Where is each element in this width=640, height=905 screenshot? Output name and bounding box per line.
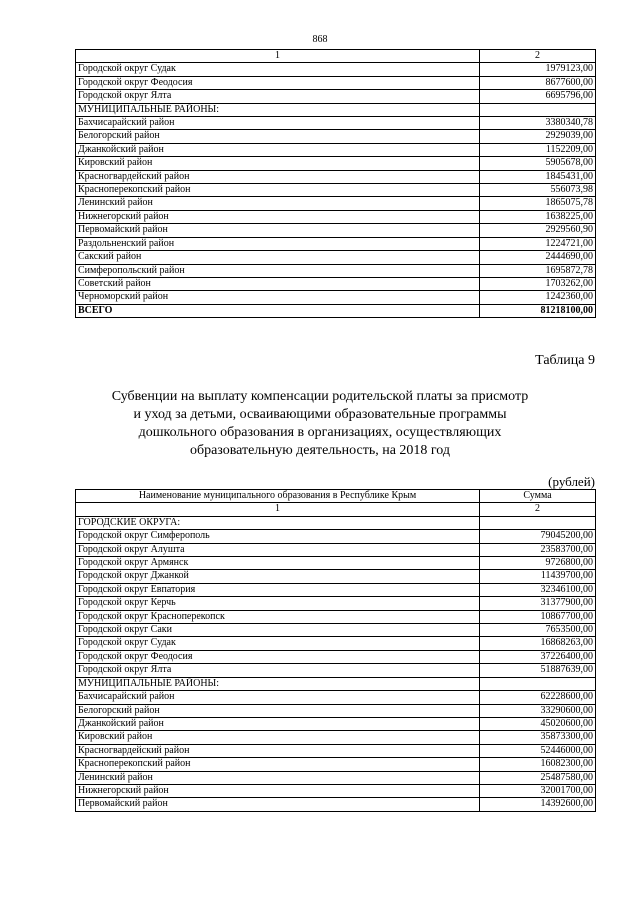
- row-value: 1703262,00: [480, 277, 596, 290]
- table-row: [76, 610, 596, 623]
- table-row: [76, 90, 596, 103]
- row-name: Первомайский район: [76, 224, 480, 237]
- column-number: 2: [480, 50, 596, 63]
- row-name: Советский район: [76, 277, 480, 290]
- row-name: Городской округ Алушта: [76, 543, 480, 556]
- heading-line: и уход за детьми, осваивающими образовательные программы: [133, 407, 507, 422]
- table-row: [76, 583, 596, 596]
- table-row: [76, 717, 596, 730]
- row-name: Симферопольский район: [76, 264, 480, 277]
- row-name: Городской округ Керчь: [76, 597, 480, 610]
- row-value: 45020600,00: [480, 717, 596, 730]
- row-value: 32001700,00: [480, 784, 596, 797]
- column-number-row: [76, 50, 596, 63]
- row-value: 2444690,00: [480, 251, 596, 264]
- row-name: Белогорский район: [76, 704, 480, 717]
- row-value: 31377900,00: [480, 597, 596, 610]
- row-value: 62228600,00: [480, 691, 596, 704]
- table-row: [76, 758, 596, 771]
- row-name: Сакский район: [76, 251, 480, 264]
- table-row: [76, 543, 596, 556]
- table-row: [76, 237, 596, 250]
- row-name: Городской округ Ялта: [76, 664, 480, 677]
- table-row: [76, 624, 596, 637]
- table-row: [76, 251, 596, 264]
- table-heading: [90, 388, 550, 460]
- row-value: [480, 516, 596, 529]
- table-row: [76, 677, 596, 690]
- row-value: [480, 103, 596, 116]
- row-name: Первомайский район: [76, 798, 480, 811]
- bottom-table: [75, 489, 596, 812]
- heading-line: образовательную деятельность, на 2018 год: [189, 443, 451, 458]
- column-number: 1: [76, 50, 480, 63]
- row-name: Городской округ Джанкой: [76, 570, 480, 583]
- row-value: 33290600,00: [480, 704, 596, 717]
- table-row: [76, 704, 596, 717]
- heading-line: дошкольного образования в организациях, осуществляющих: [138, 425, 502, 440]
- row-value: 32346100,00: [480, 583, 596, 596]
- table-row: [76, 157, 596, 170]
- row-name: Городской округ Саки: [76, 624, 480, 637]
- row-name: Кировский район: [76, 731, 480, 744]
- table-label: Таблица 9: [535, 353, 595, 368]
- table-row: [76, 143, 596, 156]
- table-row: [76, 277, 596, 290]
- table-row: [76, 103, 596, 116]
- table-row: [76, 784, 596, 797]
- table-row: [76, 664, 596, 677]
- column-number: 2: [480, 503, 596, 516]
- table-row: [76, 130, 596, 143]
- table-row: [76, 197, 596, 210]
- table-row: [76, 184, 596, 197]
- row-name: Ленинский район: [76, 771, 480, 784]
- row-name: Нижнегорский район: [76, 210, 480, 223]
- table-row: [76, 650, 596, 663]
- row-name: Кировский район: [76, 157, 480, 170]
- row-value: 1224721,00: [480, 237, 596, 250]
- row-name: Городской округ Судак: [76, 637, 480, 650]
- table-row: [76, 637, 596, 650]
- row-name: Джанкойский район: [76, 143, 480, 156]
- table-row: [76, 224, 596, 237]
- row-value: 1695872,78: [480, 264, 596, 277]
- row-value: 16868263,00: [480, 637, 596, 650]
- column-header: Наименование муниципального образования в Республике Крым: [76, 490, 480, 503]
- row-value: 10867700,00: [480, 610, 596, 623]
- row-value: 23583700,00: [480, 543, 596, 556]
- row-value: 2929039,00: [480, 130, 596, 143]
- row-value: 3380340,78: [480, 117, 596, 130]
- table-row: [76, 691, 596, 704]
- heading-line: Субвенции на выплату компенсации родительской платы за присмотр: [111, 389, 529, 404]
- table-row: [76, 76, 596, 89]
- row-name: Городской округ Армянск: [76, 557, 480, 570]
- table-row: [76, 731, 596, 744]
- row-name: Городской округ Феодосия: [76, 76, 480, 89]
- row-name: МУНИЦИПАЛЬНЫЕ РАЙОНЫ:: [76, 103, 480, 116]
- row-value: 1638225,00: [480, 210, 596, 223]
- row-name: Городской округ Евпатория: [76, 583, 480, 596]
- row-value: 1845431,00: [480, 170, 596, 183]
- row-value: 51887639,00: [480, 664, 596, 677]
- row-value: 1865075,78: [480, 197, 596, 210]
- row-name: Городской округ Симферополь: [76, 530, 480, 543]
- row-name: Красногвардейский район: [76, 744, 480, 757]
- column-header: Сумма: [480, 490, 596, 503]
- row-value: 2929560,90: [480, 224, 596, 237]
- row-name: Красногвардейский район: [76, 170, 480, 183]
- column-number-row: [76, 503, 596, 516]
- row-name: Городской округ Феодосия: [76, 650, 480, 663]
- table-row: [76, 744, 596, 757]
- row-value: 7653500,00: [480, 624, 596, 637]
- row-value: 14392600,00: [480, 798, 596, 811]
- total-row: [76, 304, 596, 317]
- table-row: [76, 530, 596, 543]
- row-value: 25487580,00: [480, 771, 596, 784]
- row-name: Бахчисарайский район: [76, 117, 480, 130]
- row-name: ГОРОДСКИЕ ОКРУГА:: [76, 516, 480, 529]
- row-value: 1242360,00: [480, 291, 596, 304]
- page-number: 868: [312, 34, 328, 45]
- table-row: [76, 557, 596, 570]
- total-value: 81218100,00: [480, 304, 596, 317]
- table-row: [76, 570, 596, 583]
- table-row: [76, 210, 596, 223]
- row-value: 16082300,00: [480, 758, 596, 771]
- row-name: Нижнегорский район: [76, 784, 480, 797]
- table-row: [76, 597, 596, 610]
- row-value: 79045200,00: [480, 530, 596, 543]
- table-row: [76, 264, 596, 277]
- row-name: Черноморский район: [76, 291, 480, 304]
- row-name: Городской округ Красноперекопск: [76, 610, 480, 623]
- row-value: 52446000,00: [480, 744, 596, 757]
- column-number: 1: [76, 503, 480, 516]
- row-name: Красноперекопский район: [76, 184, 480, 197]
- total-label: ВСЕГО: [76, 304, 480, 317]
- table-row: [76, 516, 596, 529]
- table-row: [76, 798, 596, 811]
- table-row: [76, 63, 596, 76]
- row-value: 5905678,00: [480, 157, 596, 170]
- row-name: Бахчисарайский район: [76, 691, 480, 704]
- row-name: Красноперекопский район: [76, 758, 480, 771]
- table-row: [76, 170, 596, 183]
- row-name: Раздольненский район: [76, 237, 480, 250]
- row-value: 6695796,00: [480, 90, 596, 103]
- row-name: МУНИЦИПАЛЬНЫЕ РАЙОНЫ:: [76, 677, 480, 690]
- unit-label: (рублей): [548, 474, 595, 489]
- row-name: Ленинский район: [76, 197, 480, 210]
- row-value: [480, 677, 596, 690]
- row-value: 11439700,00: [480, 570, 596, 583]
- table-row: [76, 771, 596, 784]
- row-value: 1152209,00: [480, 143, 596, 156]
- row-value: 35873300,00: [480, 731, 596, 744]
- row-value: 8677600,00: [480, 76, 596, 89]
- row-name: Городской округ Ялта: [76, 90, 480, 103]
- top-table: [75, 49, 596, 318]
- row-name: Джанкойский район: [76, 717, 480, 730]
- table-row: [76, 117, 596, 130]
- row-value: 37226400,00: [480, 650, 596, 663]
- row-name: Городской округ Судак: [76, 63, 480, 76]
- row-name: Белогорский район: [76, 130, 480, 143]
- row-value: 556073,98: [480, 184, 596, 197]
- header-row: [76, 490, 596, 503]
- row-value: 9726800,00: [480, 557, 596, 570]
- table-row: [76, 291, 596, 304]
- row-value: 1979123,00: [480, 63, 596, 76]
